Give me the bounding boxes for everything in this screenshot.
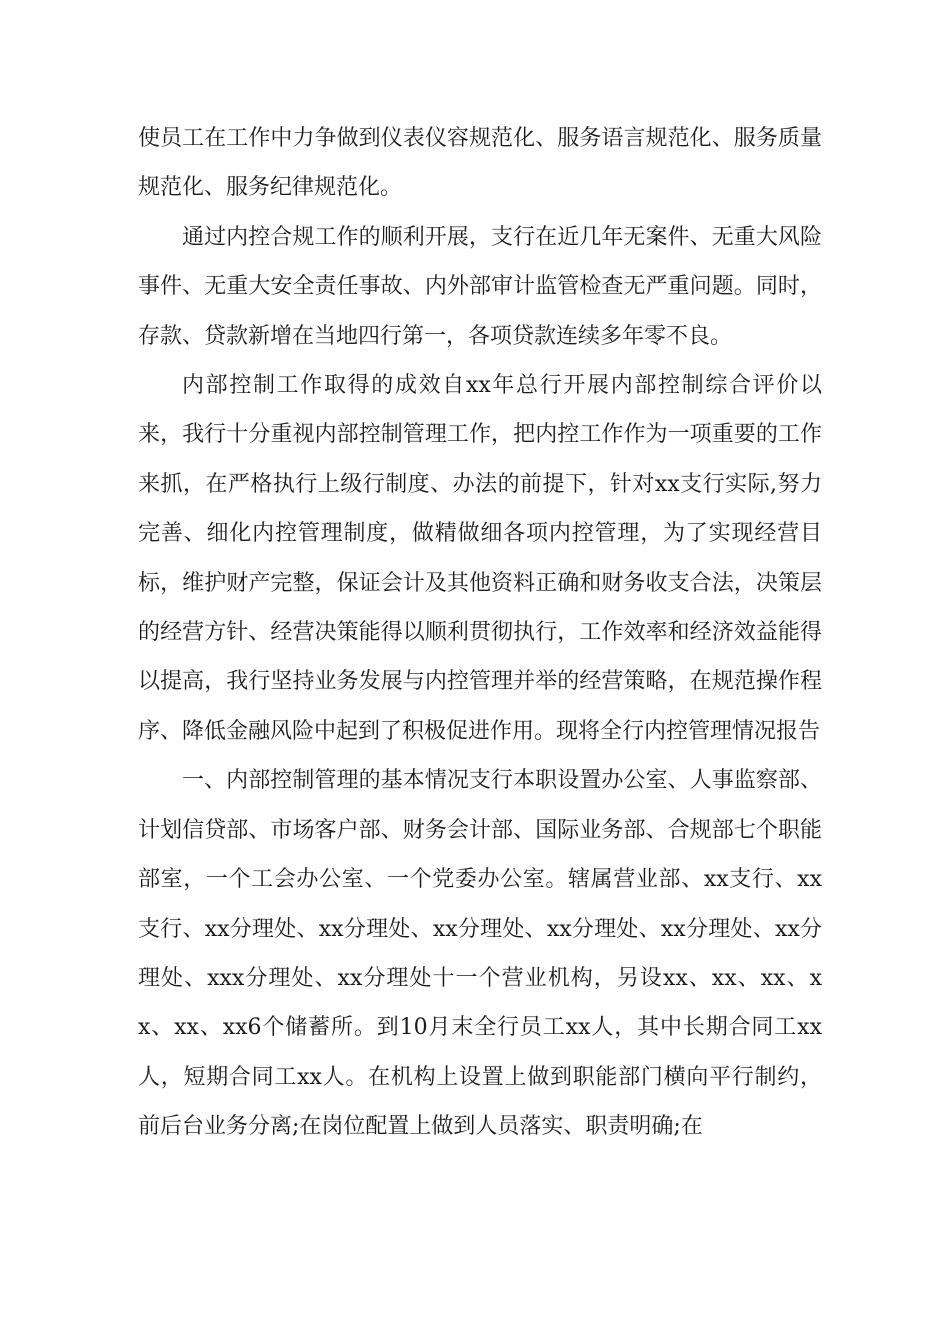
paragraph-4: 一、内部控制管理的基本情况支行本职设置办公室、人事监察部、计划信贷部、市场客户部、财务会计部、国际业务部、合规部七个职能部室，一个工会办公室、一个党委办公室。辖属营业部、xx支行、xx支行、xx分理处、xx分理处、xx分理处、xx分理处、xx分理处、xx分理处、xxx分理处、xx分理处十一个营业机构，另设xx、xx、xx、xx、xx、xx6个储蓄所。到10月末全行员工xx人，其中长期合同工xx人，短期合同工xx人。在机构上设置上做到职能部门横向平行制约，前后台业务分离;在岗位配置上做到人员落实、职责明确;在 xyxy=(138,768,822,1140)
paragraph-1: 使员工在工作中力争做到仪表仪容规范化、服务语言规范化、服务质量规范化、服务纪律规范化。 xyxy=(138,126,822,201)
paragraph-3: 内部控制工作取得的成效自xx年总行开展内部控制综合评价以来，我行十分重视内部控制管理工作，把内控工作作为一项重要的工作来抓，在严格执行上级行制度、办法的前提下，针对xx支行实际,努力完善、细化内控管理制度，做精做细各项内控管理，为了实现经营目标，维护财产完整，保证会计及其他资料正确和财务收支合法，决策层的经营方针、经营决策能得以顺利贯彻执行，工作效率和经济效益能得以提高，我行坚持业务发展与内控管理并举的经营策略，在规范操作程序、降低金融风险中起到了积极促进作用。现将全行内控管理情况报告 xyxy=(138,373,822,744)
document-page xyxy=(138,114,822,1152)
paragraph-2: 通过内控合规工作的顺利开展，支行在近几年无案件、无重大风险事件、无重大安全责任事故、内外部审计监管检查无严重问题。同时，存款、贷款新增在当地四行第一，各项贷款连续多年零不良。 xyxy=(138,224,822,349)
